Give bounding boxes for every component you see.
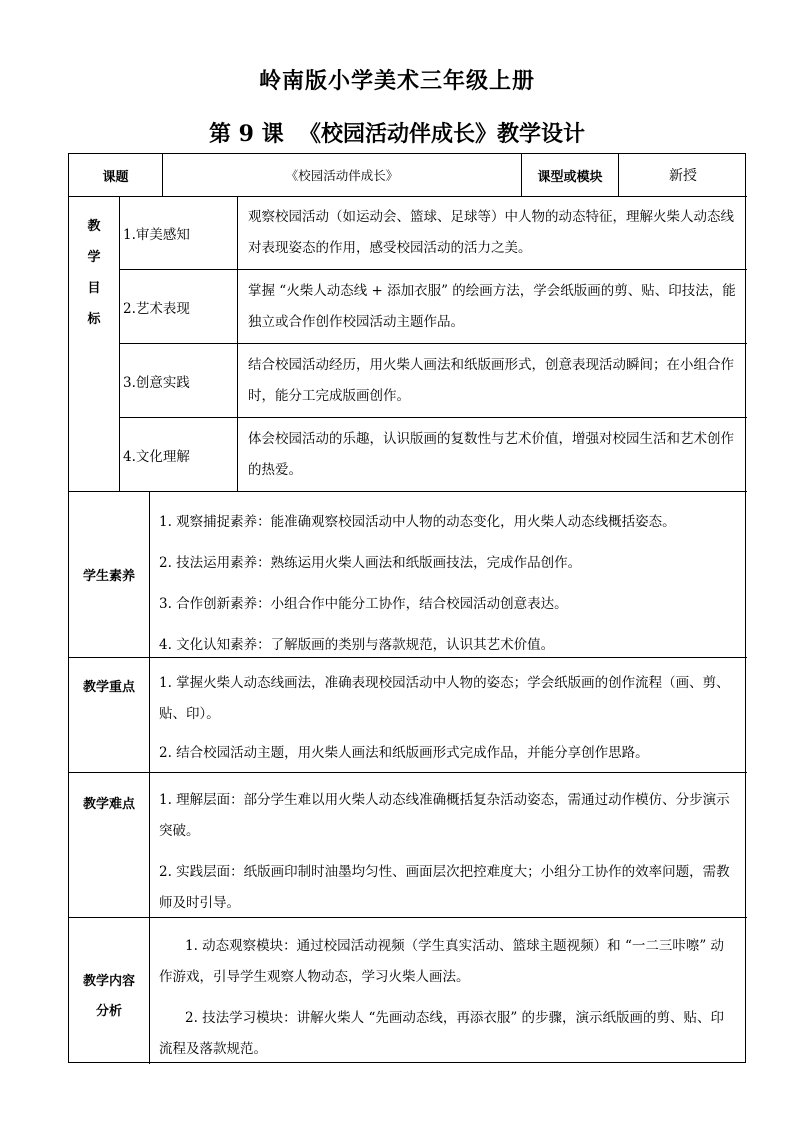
literacy-item: 1. 观察捕捉素养：能准确观察校园活动中人物的动态变化，用火柴人动态线概括姿态。 <box>159 514 676 530</box>
objective-text-3: 结合校园活动经历，用火柴人画法和纸版画形式，创意表现活动瞬间；在小组合作时，能分工完成版画创作。 <box>237 343 747 417</box>
type-label: 课型或模块 <box>521 154 618 196</box>
topic-value: 《校园活动伴成长》 <box>162 154 521 196</box>
document-title: 岭南版小学美术三年级上册 <box>258 68 535 94</box>
objective-name-1: 1.审美感知 <box>119 196 237 269</box>
difficulties-content <box>149 772 747 917</box>
difficulty-item: 2. 实践层面：纸版画印制时油墨均匀性、画面层次把控难度大；小组分工协作的效率问题，需教师及时引导。 <box>159 864 730 911</box>
content-analysis-item: 2. 技法学习模块：讲解火柴人 “先画动态线，再添衣服” 的步骤，演示纸版画的剪、贴、印流程及落款规范。 <box>159 1010 725 1057</box>
literacy-label: 学生素养 <box>69 491 149 657</box>
document-subtitle <box>0 117 794 148</box>
objective-name-3: 3.创意实践 <box>119 343 237 417</box>
key-point-item: 2. 结合校园活动主题，用火柴人画法和纸版画形式完成作品，并能分享创作思路。 <box>159 745 649 761</box>
objective-name-4: 4.文化理解 <box>119 417 237 491</box>
objective-text-2: 掌握 “火柴人动态线 + 添加衣服” 的绘画方法，学会纸版画的剪、贴、印技法，能独立或合作创作校园活动主题作品。 <box>237 269 747 343</box>
literacy-item: 4. 文化认知素养：了解版画的类别与落款规范，认识其艺术价值。 <box>159 637 555 653</box>
difficulty-item: 1. 理解层面：部分学生难以用火柴人动态线准确概括复杂活动姿态，需通过动作模仿、分步演示突破。 <box>159 792 730 839</box>
content-analysis-content <box>149 917 747 1064</box>
difficulties-label: 教学难点 <box>69 772 149 917</box>
literacy-content <box>149 491 747 657</box>
objectives-label: 教 学 目 标 <box>69 196 119 491</box>
objective-text-1: 观察校园活动（如运动会、篮球、足球等）中人物的动态特征，理解火柴人动态线对表现姿态的作用，感受校园活动的活力之美。 <box>237 196 747 269</box>
literacy-item: 2. 技法运用素养：熟练运用火柴人画法和纸版画技法，完成作品创作。 <box>159 555 582 571</box>
topic-label: 课题 <box>102 169 129 185</box>
objective-name-2: 2.艺术表现 <box>119 269 237 343</box>
literacy-item: 3. 合作创新素养：小组合作中能分工协作，结合校园活动创意表达。 <box>159 596 568 612</box>
type-value: 新授 <box>618 154 747 196</box>
key-points-content <box>149 657 747 772</box>
lesson-plan-table <box>68 153 746 1063</box>
content-analysis-label: 教学内容 分析 <box>69 917 149 1064</box>
objective-text-4: 体会校园活动的乐趣，认识版画的复数性与艺术价值，增强对校园生活和艺术创作的热爱。 <box>237 417 747 491</box>
lesson-number: 第 9 课 <box>209 121 284 147</box>
key-points-label: 教学重点 <box>69 657 149 772</box>
key-point-item: 1. 掌握火柴人动态线画法，准确表现校园活动中人物的姿态；学会纸版画的创作流程（画、剪、贴、印）。 <box>159 675 730 722</box>
lesson-name: 《校园活动伴成长》教学设计 <box>298 121 585 147</box>
content-analysis-item: 1. 动态观察模块：通过校园活动视频（学生真实活动、篮球主题视频）和 “一二三咔嚓” 动作游戏，引导学生观察人物动态，学习火柴人画法。 <box>159 938 725 985</box>
